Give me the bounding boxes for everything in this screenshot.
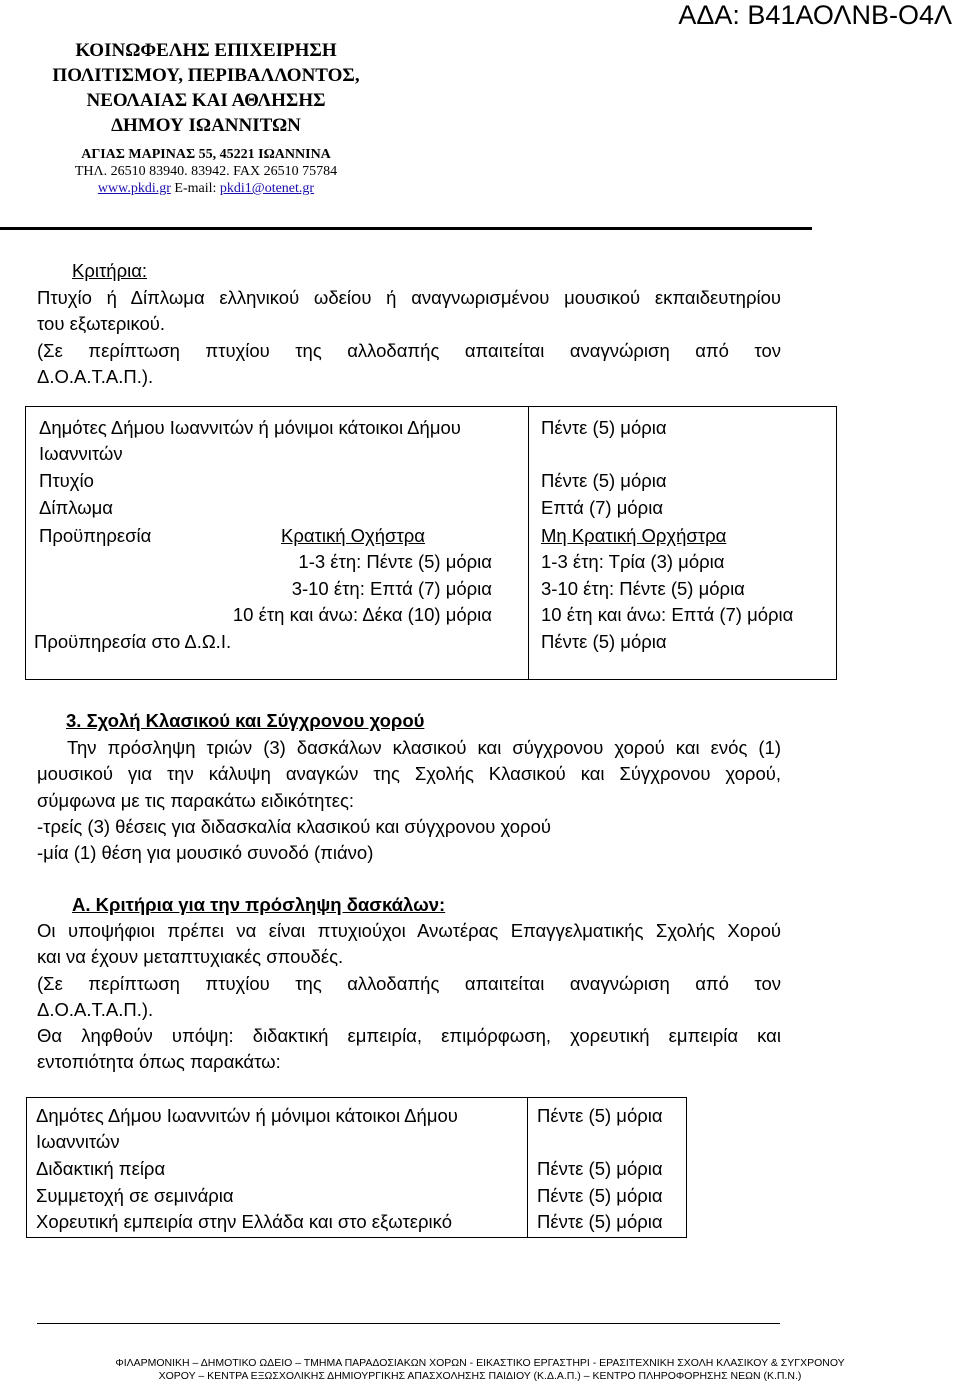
org-line: ΝΕΟΛΑΙΑΣ ΚΑΙ ΑΘΛΗΣΗΣ: [86, 90, 326, 111]
email-link[interactable]: pkdi1@otenet.gr: [219, 181, 315, 196]
org-line: ΚΟΙΝΩΦΕΛΗΣ ΕΠΙΧΕΙΡΗΣΗ: [75, 40, 337, 61]
row-service-label: Προϋπηρεσία: [39, 525, 152, 546]
para-line: Την πρόσληψη τριών (3) δασκάλων κλασικού και σύγχρονου χορού και ενός (1): [67, 737, 781, 758]
row-diploma: Δίπλωμα: [39, 497, 113, 518]
ada-code: ΑΔΑ: Β41ΑΟΛΝΒ-Ο4Λ: [678, 0, 952, 30]
footer-rule: [37, 1323, 780, 1324]
org-line: ΔΗΜΟΥ ΙΩΑΝΝΙΤΩΝ: [111, 115, 301, 136]
sub-line: (Σε περίπτωση πτυχίου της αλλοδαπής απαιτείται αναγνώριση από τον: [37, 972, 781, 994]
table-divider: [527, 1098, 528, 1237]
para-line: μουσικού για την κάλυψη αναγκών της Σχολής Κλασικού και Σύγχρονου χορού,: [37, 763, 781, 785]
header-rule: [0, 227, 812, 230]
criteria-heading: Κριτήρια:: [72, 260, 148, 281]
table-row: Διδακτική πείρα: [36, 1158, 166, 1179]
table-row-points: Πέντε (5) μόρια: [537, 1185, 663, 1206]
sub-line: Οι υποψήφιοι πρέπει να είναι πτυχιούχοι Ανωτέρας Επαγγελματικής Σχολής Χορού: [37, 920, 781, 941]
points-table-1: [25, 406, 837, 680]
sub-paragraph: [37, 918, 781, 1076]
footer-line: ΧΟΡΟΥ – ΚΕΝΤΡΑ ΕΞΩΣΧΟΛΙΚΗΣ ΔΗΜΙΟΥΡΓΙΚΗΣ ΑΠΑΣΧΟΛΗΣΗΣ ΠΑΙΔΙΟΥ (Κ.Δ.Α.Π.) – ΚΕΝΤΡΟ ΠΛΗΡΟΦΟΡΗΣΗΣ ΝΕΩΝ (Κ.Π.Ν.): [158, 1370, 802, 1382]
footer-line: ΦΙΛΑΡΜΟΝΙΚΗ – ΔΗΜΟΤΙΚΟ ΩΔΕΙΟ – ΤΜΗΜΑ ΠΑΡΑΔΟΣΙΑΚΩΝ ΧΟΡΩΝ - ΕΙΚΑΣΤΙΚΟ ΕΡΓΑΣΤΗΡΙ - ΕΡΑΣΙΤΕΧΝΙΚΗ ΣΧΟΛΗ ΚΛΑΣΙΚΟΥ & ΣΥΓΧΡΟΝΟΥ: [115, 1357, 845, 1369]
para-line: -τρείς (3) θέσεις για διδασκαλία κλασικού και σύγχρονου χορού: [37, 815, 551, 837]
table-divider: [528, 407, 529, 679]
org-phones: ΤΗΛ. 26510 83940. 83942. FAX 26510 75784: [74, 164, 338, 179]
section-paragraph: [37, 735, 781, 866]
state-orchestra: Κρατική Οχήστρα 1-3 έτη: Πέντε (5) μόρια 3-10 έτη: Επτά (7) μόρια 10 έτη και άνω: Δέκα (10) μόρια: [232, 525, 492, 625]
org-name: [0, 38, 412, 138]
sub-line: Δ.Ο.Α.Τ.Α.Π.).: [37, 998, 154, 1020]
row-residents: Δημότες Δήμου Ιωαννιτών ή μόνιμοι κάτοικοι Δήμου Ιωαννιτών: [39, 417, 461, 465]
sub-line: Θα ληφθούν υπόψη: διδακτική εμπειρία, επιμόρφωση, χορευτική εμπειρία και: [37, 1025, 781, 1047]
org-web-email: [0, 180, 412, 197]
criteria-line: (Σε περίπτωση πτυχίου της αλλοδαπής απαιτείται αναγνώριση από τον: [37, 339, 781, 361]
website-link[interactable]: www.pkdi.gr: [97, 181, 171, 196]
row-residents-points: Πέντε (5) μόρια: [541, 417, 667, 438]
org-line: ΠΟΛΙΤΙΣΜΟΥ, ΠΕΡΙΒΑΛΛΟΝΤΟΣ,: [52, 65, 360, 86]
org-address: ΑΓΙΑΣ ΜΑΡΙΝΑΣ 55, 45221 ΙΩΑΝΝΙΝΑ: [81, 147, 331, 162]
row-diploma-points: Επτά (7) μόρια: [541, 497, 664, 518]
table-row-points: Πέντε (5) μόρια: [537, 1158, 663, 1179]
row-doi-points: Πέντε (5) μόρια: [541, 631, 667, 652]
footer: [0, 1357, 960, 1383]
sub-line: εντοπιότητα όπως παρακάτω:: [37, 1051, 281, 1073]
sub-heading: Α. Κριτήρια για την πρόσληψη δασκάλων:: [72, 894, 446, 915]
sub-line: και να έχουν μεταπτυχιακές σπουδές.: [37, 946, 344, 968]
row-degree-points: Πέντε (5) μόρια: [541, 470, 667, 491]
email-label: E-mail:: [174, 181, 217, 196]
criteria-line: του εξωτερικού.: [37, 313, 166, 335]
criteria-line: Πτυχίο ή Δίπλωμα ελληνικού ωδείου ή αναγνωρισμένου μουσικού εκπαιδευτηρίου: [37, 287, 781, 308]
table-row: Χορευτική εμπειρία στην Ελλάδα και στο εξωτερικό: [36, 1211, 452, 1232]
points-table-2: [26, 1097, 687, 1238]
row-doi-service: Προϋπηρεσία στο Δ.Ω.Ι.: [34, 631, 232, 652]
non-state-orchestra: Μη Κρατική Ορχήστρα 1-3 έτη: Τρία (3) μόρια 3-10 έτη: Πέντε (5) μόρια 10 έτη και άνω: Επτά (7) μόρια: [541, 525, 794, 625]
criteria-line: Δ.Ο.Α.Τ.Α.Π.).: [37, 365, 154, 387]
table-row-points: Πέντε (5) μόρια: [537, 1105, 663, 1126]
table-row: Συμμετοχή σε σεμινάρια: [36, 1185, 234, 1206]
para-line: σύμφωνα με τις παρακάτω ειδικότητες:: [37, 789, 355, 811]
table-row: Δημότες Δήμου Ιωαννιτών ή μόνιμοι κάτοικοι Δήμου Ιωαννιτών: [36, 1105, 458, 1153]
section-heading: 3. Σχολή Κλασικού και Σύγχρονου χορού: [66, 710, 425, 731]
row-degree: Πτυχίο: [39, 470, 94, 491]
para-line: -μία (1) θέση για μουσικό συνοδό (πιάνο): [37, 842, 374, 864]
criteria-text: [37, 285, 781, 390]
table-row-points: Πέντε (5) μόρια: [537, 1211, 663, 1232]
org-contact: [0, 146, 412, 197]
